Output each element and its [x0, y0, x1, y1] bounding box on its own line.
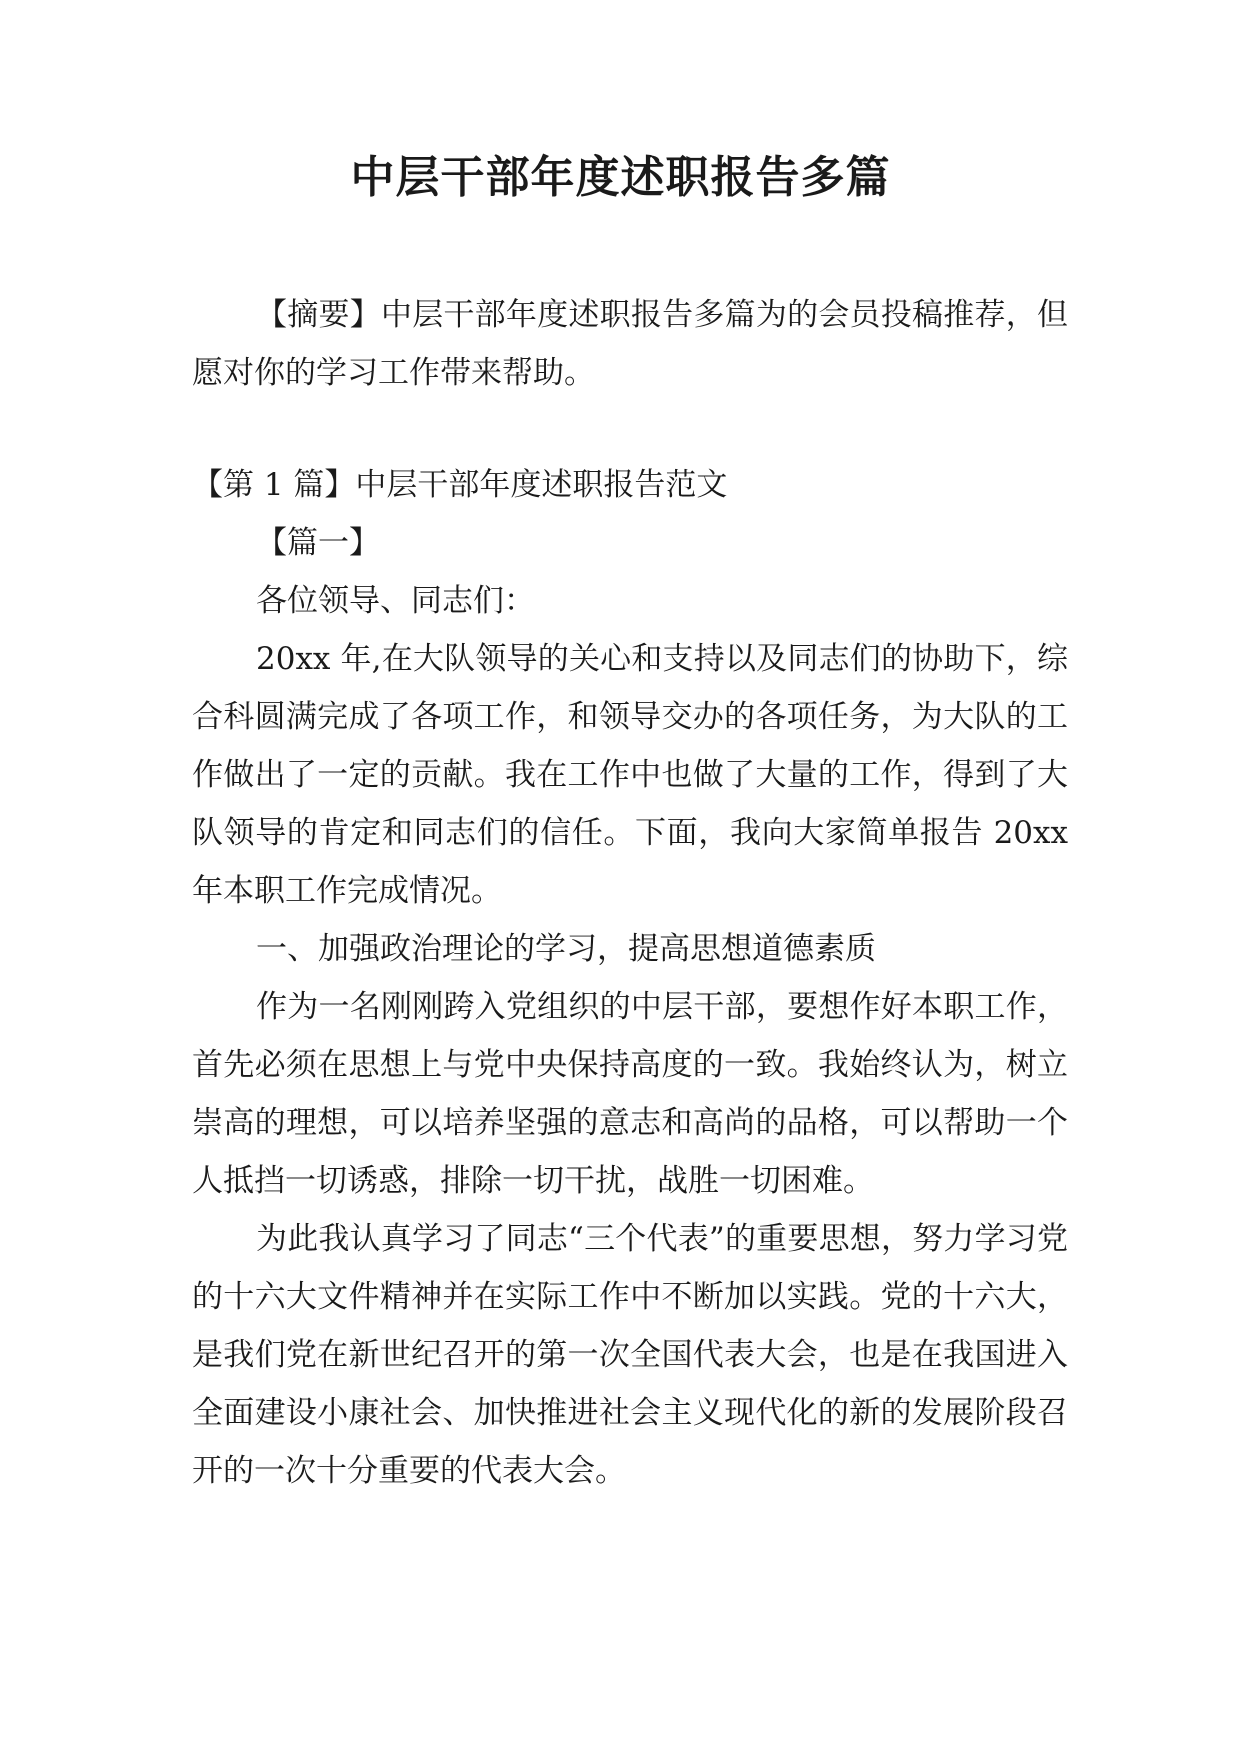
body-heading: 一、加强政治理论的学习，提高思想道德素质	[256, 931, 876, 967]
summary-paragraph: 【摘要】中层干部年度述职报告多篇为的会员投稿推荐，但愿对你的学习工作带来帮助。	[192, 297, 1068, 391]
body-paragraph: 20xx 年,在大队领导的关心和支持以及同志们的协助下，综合科圆满完成了各项工作，和领导交办的各项任务，为大队的工作做出了一定的贡献。我在工作中也做了大量的工作，得到了大队领导的肯定和同志们的信任。下面，我向大家简单报告 20xx 年本职工作完成情况。	[192, 641, 1068, 909]
document-body	[192, 286, 1068, 1500]
section-heading: 【第 1 篇】中层干部年度述职报告范文	[192, 467, 728, 503]
salutation: 各位领导、同志们：	[256, 583, 535, 619]
document-title: 中层干部年度述职报告多篇	[350, 152, 891, 203]
body-paragraph: 作为一名刚刚跨入党组织的中层干部，要想作好本职工作，首先必须在思想上与党中央保持高度的一致。我始终认为，树立崇高的理想，可以培养坚强的意志和高尚的品格，可以帮助一个人抵挡一切诱惑，排除一切干扰，战胜一切困难。	[192, 989, 1068, 1199]
subheading: 【篇一】	[256, 525, 380, 561]
body-paragraph: 为此我认真学习了同志“三个代表”的重要思想，努力学习党的十六大文件精神并在实际工作中不断加以实践。党的十六大，是我们党在新世纪召开的第一次全国代表大会，也是在我国进入全面建设小康社会、加快推进社会主义现代化的新的发展阶段召开的一次十分重要的代表大会。	[192, 1221, 1068, 1489]
